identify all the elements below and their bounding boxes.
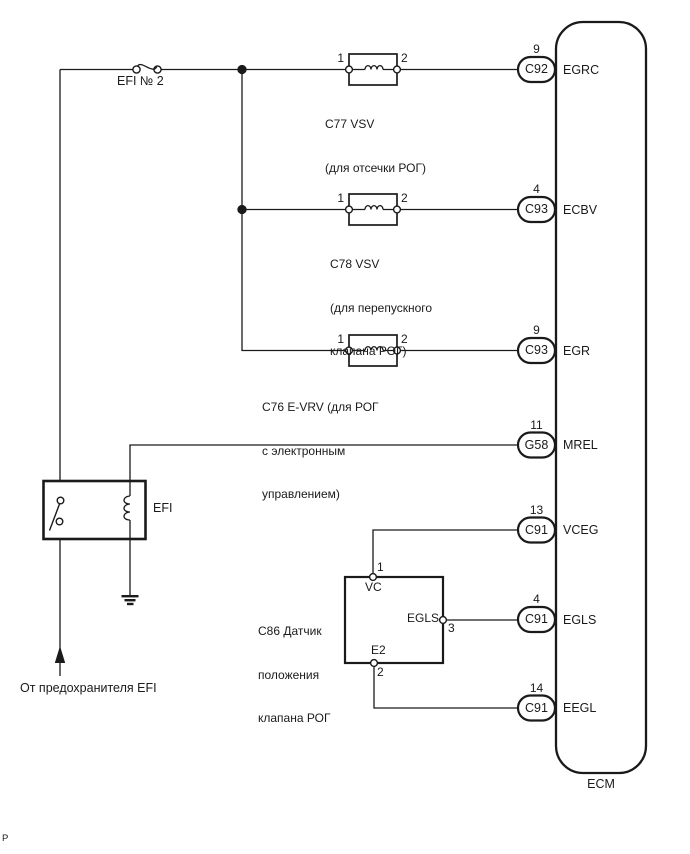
junction-dot bbox=[238, 206, 246, 214]
ecm-pin-number: 4 bbox=[533, 182, 540, 196]
wire-eegl bbox=[374, 666, 518, 708]
sensor-e2-label: E2 bbox=[371, 643, 386, 657]
connector-label: C93 bbox=[525, 202, 548, 216]
ecm-pin-number: 4 bbox=[533, 592, 540, 606]
vsv-c76-pin2-number: 2 bbox=[401, 332, 408, 346]
junction-dot bbox=[238, 66, 246, 74]
ecm-pin-number: 9 bbox=[533, 42, 540, 56]
ground-icon bbox=[122, 595, 139, 605]
relay-efi bbox=[44, 481, 146, 596]
vsv-c77 bbox=[346, 54, 401, 85]
vsv-c78-label: C78 VSV (для перепускного клапана РОГ) bbox=[330, 257, 433, 358]
ecm-pin-number: 13 bbox=[529, 502, 544, 517]
vsv-c76-label: C76 E-VRV (для РОГ с электронным управлением) bbox=[262, 400, 379, 501]
connector-label: C91 bbox=[525, 612, 548, 626]
connector-label: C92 bbox=[525, 62, 548, 76]
relay-switch-contact bbox=[56, 518, 63, 525]
wire-vceg bbox=[373, 530, 518, 574]
ecm-signal-label: EEGL bbox=[563, 701, 597, 715]
fuse-label: EFI № 2 bbox=[117, 74, 164, 88]
ecm-pin-number: 14 bbox=[529, 680, 544, 695]
ecm-signal-label: EGRC bbox=[563, 62, 600, 77]
sensor-pin-right bbox=[440, 617, 447, 624]
vsv-c77-pin2-number: 2 bbox=[401, 51, 408, 65]
ecm-signal-label: MREL bbox=[563, 438, 598, 452]
sensor-pin3-number: 3 bbox=[448, 621, 455, 635]
ecm-signal-label: ECBV bbox=[563, 202, 598, 217]
supply-source-label: От предохранителя EFI bbox=[20, 681, 157, 695]
vsv-c76-pin1-number: 1 bbox=[337, 332, 344, 346]
sensor-pin1-number: 1 bbox=[377, 560, 384, 574]
connector-label: C93 bbox=[525, 343, 548, 357]
sensor-c86-label: C86 Датчик положения клапана РОГ bbox=[258, 624, 331, 725]
relay-coil-icon bbox=[124, 496, 130, 520]
vsv-c78-pin2-number: 2 bbox=[401, 191, 408, 205]
sensor-pin2-number: 2 bbox=[377, 665, 384, 679]
relay-label: EFI bbox=[153, 501, 173, 515]
arrow-up-icon bbox=[55, 646, 65, 663]
ecm-signal-label: VCEG bbox=[563, 523, 599, 537]
sensor-vc-label: VC bbox=[365, 580, 382, 594]
fuse-icon bbox=[133, 65, 161, 74]
vsv-c77-pin1-number: 1 bbox=[337, 51, 344, 65]
ecm-signal-label: EGR bbox=[563, 343, 591, 358]
ecm-label: ECM bbox=[587, 777, 615, 791]
connector-label: C91 bbox=[525, 700, 548, 715]
relay-switch-contact bbox=[57, 497, 64, 504]
ecm-pin-number: 11 bbox=[530, 417, 543, 432]
connector-label: C91 bbox=[525, 522, 548, 537]
connector-label: G58 bbox=[524, 437, 549, 452]
page-corner-mark: P bbox=[2, 833, 9, 844]
sensor-egls-label: EGLS bbox=[406, 611, 439, 625]
vsv-c77-label: C77 VSV (для отсечки РОГ) bbox=[325, 117, 426, 175]
ecm-signal-label: EGLS bbox=[563, 612, 597, 627]
vsv-c78-pin1-number: 1 bbox=[337, 191, 344, 205]
ecm-box bbox=[556, 22, 646, 773]
ecm-pin-number: 9 bbox=[533, 323, 540, 337]
